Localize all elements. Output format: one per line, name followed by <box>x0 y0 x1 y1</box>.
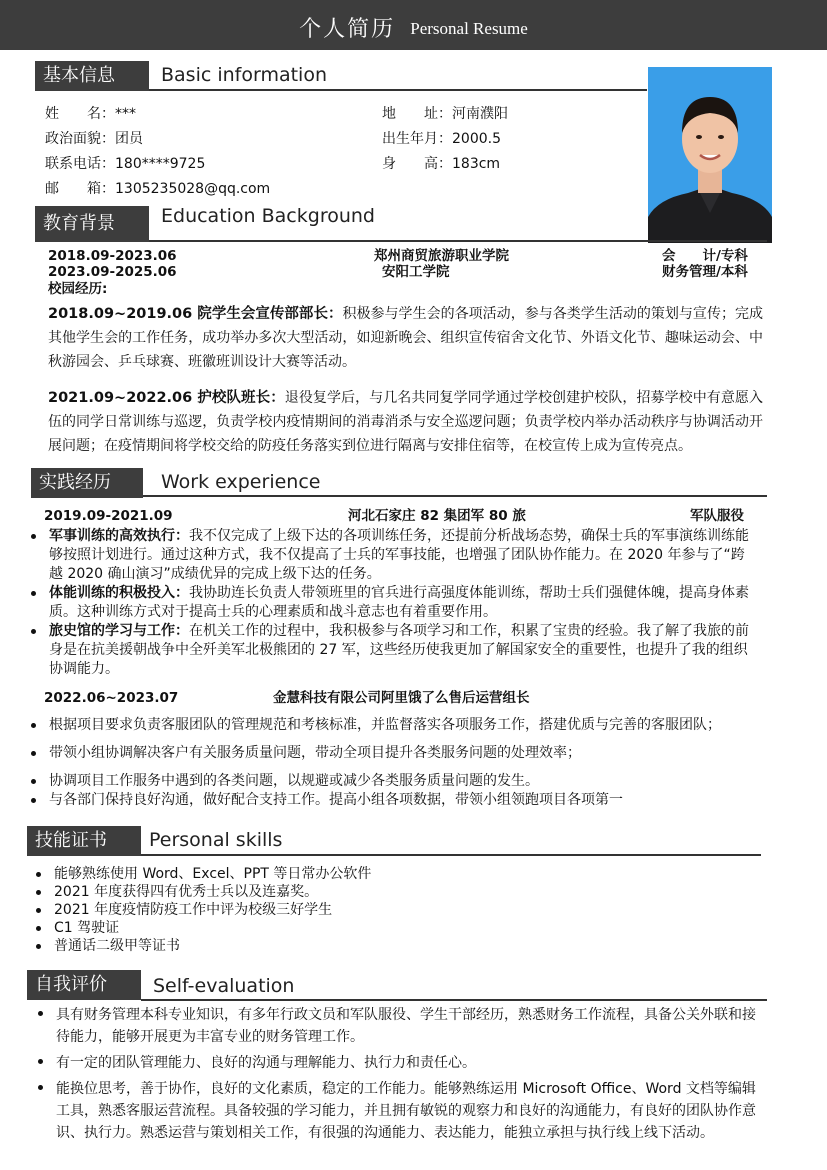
field-birth: 出生年月：2000.5 <box>382 131 501 147</box>
field-email: 邮 箱：1305235028@qq.com <box>45 181 271 197</box>
skills-list <box>32 865 752 955</box>
header-bar <box>0 0 827 50</box>
job1-role: 军队服役 <box>690 508 744 524</box>
section-divider <box>143 495 767 497</box>
list-item: 具有财务管理本科专业知识，有多年行政文员和军队服役、学生干部经历，熟悉财务工作流程，具备公关外联和接待能力，能够开展更为丰富专业的财务管理工作。 <box>34 1004 758 1048</box>
list-item: 普通话二级甲等证书 <box>32 937 752 955</box>
section-title-en: Education Background <box>161 205 375 227</box>
list-item: 2021 年度疫情防疫工作中评为校级三好学生 <box>32 901 752 919</box>
list-item: C1 驾驶证 <box>32 919 752 937</box>
list-item: 协调项目工作服务中遇到的各类问题，以规避或减少各类服务质量问题的发生。 <box>27 772 767 791</box>
edu-school-2: 安阳工学院 <box>382 264 450 280</box>
section-basic-header <box>35 61 647 91</box>
section-divider <box>149 89 647 91</box>
section-title-cn: 技能证书 <box>27 826 141 856</box>
list-item: 体能训练的积极投入：我协助连长负责人带领班里的官兵进行高强度体能训练，帮助士兵们强健体魄，提高身体素质。这种训练方式对于提高士兵的心理素质和战斗意志也有着重要作用。 <box>27 584 755 622</box>
field-height: 身 高：183cm <box>382 156 501 172</box>
section-skills-header <box>27 826 761 856</box>
job1-list <box>27 527 755 679</box>
job1-period: 2019.09-2021.09 <box>44 508 173 524</box>
campus-experience-2 <box>48 386 763 458</box>
section-divider <box>149 240 767 242</box>
section-title-cn: 实践经历 <box>31 468 143 498</box>
edu-major-2: 财务管理/本科 <box>662 264 748 280</box>
job1-org: 河北石家庄 82 集团军 80 旅 <box>348 508 526 524</box>
header-title-cn: 个人简历 <box>299 17 396 42</box>
section-title-cn: 教育背景 <box>35 206 149 242</box>
job2-list <box>27 716 767 810</box>
field-name: 姓 名：*** <box>45 106 136 122</box>
section-title-en: Basic information <box>161 64 327 86</box>
list-item: 与各部门保持良好沟通，做好配合支持工作。提高小组各项数据，带领小组领跑项目各项第一 <box>27 791 767 810</box>
campus-experience-2-head: 2021.09~2022.06 护校队班长： <box>48 390 285 406</box>
section-education-header <box>35 206 767 236</box>
edu-period-2: 2023.09-2025.06 <box>48 264 177 280</box>
field-phone: 联系电话：180****9725 <box>45 156 206 172</box>
section-work-header <box>31 468 767 498</box>
field-politics: 政治面貌：团员 <box>45 131 143 147</box>
header-title-en: Personal Resume <box>410 19 528 38</box>
self-list <box>34 1004 758 1144</box>
campus-experience-1-head: 2018.09~2019.06 院学生会宣传部部长： <box>48 306 343 322</box>
section-divider <box>141 854 761 856</box>
campus-experience-1 <box>48 302 763 374</box>
list-item: 旅史馆的学习与工作：在机关工作的过程中，我积极参与各项学习和工作，积累了宝贵的经验。我了解了我旅的前身是在抗美援朝战争中全歼美军北极熊团的 27 军，这些经历使我更加了解国家安全的重要性，也提升了我的组织协调能力。 <box>27 622 755 679</box>
section-title-en: Personal skills <box>149 829 283 851</box>
list-item: 能换位思考，善于协作，良好的文化素质，稳定的工作能力。能够熟练运用 Microsoft Office、Word 文档等编辑工具，熟悉客服运营流程。具备较强的学习能力，并且拥有敏锐的观察力和良好的沟通能力，有良好的团队协作意识、执行力。熟悉运营与策划相关工作，有很强的沟通能力、表达能力，能独立承担与执行线上线下活动。 <box>34 1078 758 1144</box>
job2-period: 2022.06~2023.07 <box>44 690 179 706</box>
list-item: 带领小组协调解决客户有关服务质量问题，带动全项目提升各类服务问题的处理效率； <box>27 744 767 763</box>
section-divider <box>141 999 767 1001</box>
job2-title: 金慧科技有限公司阿里饿了么售后运营组长 <box>273 690 530 706</box>
campus-label: 校园经历: <box>48 281 108 297</box>
edu-school-1: 郑州商贸旅游职业学院 <box>374 248 509 264</box>
edu-period-1: 2018.09-2023.06 <box>48 248 177 264</box>
section-title-en: Self-evaluation <box>153 975 295 997</box>
edu-major-1: 会 计/专科 <box>662 248 748 264</box>
list-item: 能够熟练使用 Word、Excel、PPT 等日常办公软件 <box>32 865 752 883</box>
section-title-en: Work experience <box>161 471 321 493</box>
list-item: 有一定的团队管理能力、良好的沟通与理解能力、执行力和责任心。 <box>34 1052 758 1074</box>
list-item: 军事训练的高效执行：我不仅完成了上级下达的各项训练任务，还提前分析战场态势，确保士兵的军事演练训练能够按照计划进行。通过这种方式，我不仅提高了士兵的军事技能，也增强了团队协作能力。在 2020 年参与了“跨越 2020 确山演习”成绩优异的完成上级下达的任务。 <box>27 527 755 584</box>
list-item: 根据项目要求负责客服团队的管理规范和考核标准，并监督落实各项服务工作，搭建优质与完善的客服团队； <box>27 716 767 735</box>
campus-experience-2-body: 退役复学后，与几名共同复学同学通过学校创建护校队，招募学校中有意愿入伍的同学日常训练与巡逻，负责学校内疫情期间的消毒消杀与安全巡逻问题；负责学校内举办活动秩序与协调活动开展问题；在疫情期间将学校交给的防疫任务落实到位进行隔离与安排住宿等，在校宣传上成为宣传亮点。 <box>48 390 763 454</box>
list-item: 2021 年度获得四有优秀士兵以及连嘉奖。 <box>32 883 752 901</box>
section-self-header <box>27 970 767 1000</box>
section-title-cn: 基本信息 <box>35 61 149 91</box>
campus-experience-1-body: 积极参与学生会的各项活动，参与各类学生活动的策划与宣传；完成其他学生会的工作任务，成功举办多次大型活动，如迎新晚会、组织宣传宿舍文化节、外语文化节、趣味运动会、中秋游园会、乒乓球赛、班徽班训设计大赛等活动。 <box>48 306 763 370</box>
field-address: 地 址：河南濮阳 <box>382 106 508 122</box>
section-title-cn: 自我评价 <box>27 970 141 1000</box>
